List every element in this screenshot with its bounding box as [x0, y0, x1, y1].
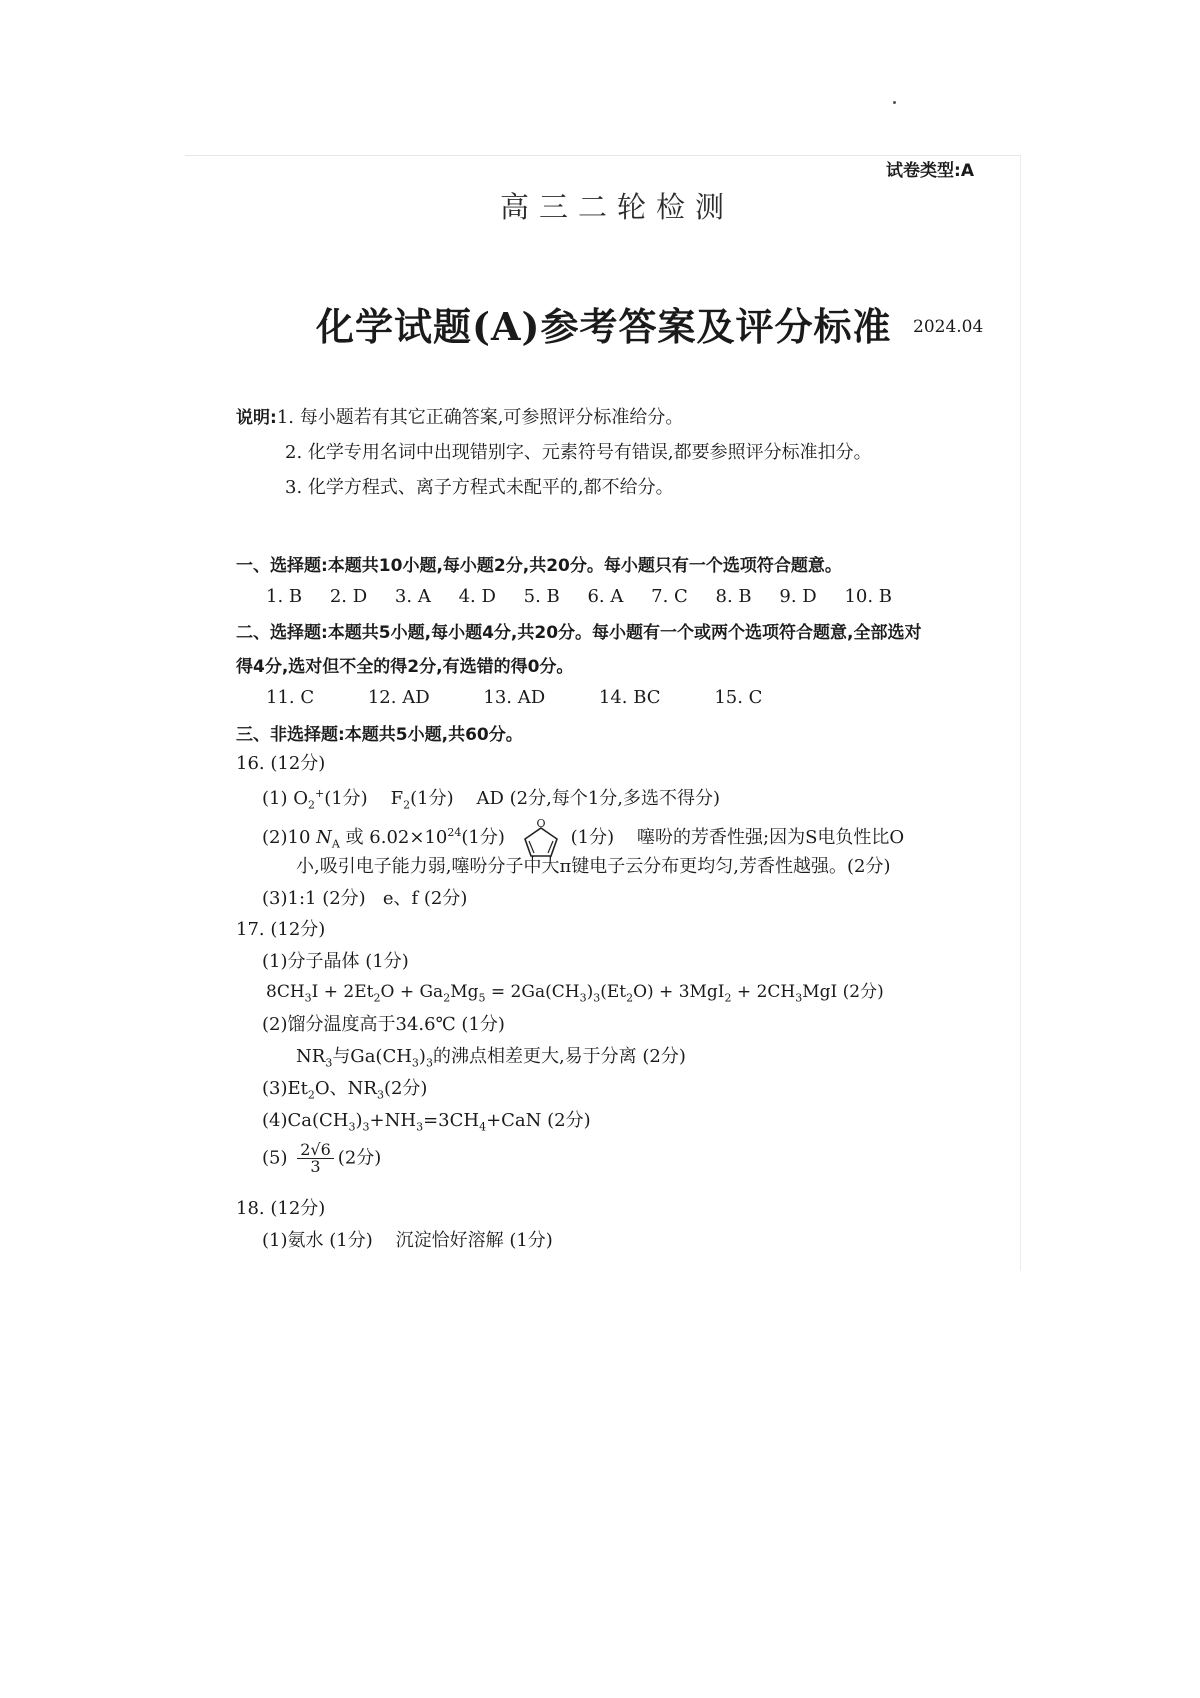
score: (2分): [337, 1147, 382, 1169]
q16-part3: [262, 890, 467, 908]
fraction-numerator: 2√6: [297, 1142, 334, 1159]
q18-header: 18. (12分): [236, 1198, 326, 1219]
score: (1分): [570, 827, 615, 848]
answer-item: 15. C: [714, 687, 763, 708]
q16-part1: [262, 788, 720, 811]
fraction-denominator: 3: [310, 1157, 321, 1176]
superscript: +: [314, 787, 325, 800]
note-item: 1. 每小题若有其它正确答案,可参照评分标准给分。: [276, 407, 684, 428]
answer-item: 5. B: [523, 586, 560, 607]
q16-p3-choice: e、f (2分): [382, 888, 468, 909]
notes-line-1: [236, 409, 683, 427]
answer-item: 10. B: [844, 586, 893, 607]
answer-item: 11. C: [266, 687, 315, 708]
score: (1分): [461, 827, 505, 848]
furan-structure-icon: [517, 818, 565, 858]
avogadro-symbol: N: [316, 827, 332, 848]
superscript: 24: [447, 826, 462, 839]
q16-p2-explanation: 噻吩的芳香性强;因为S电负性比O: [637, 827, 905, 848]
answer-item: 12. AD: [367, 687, 430, 708]
score: (1分): [324, 788, 368, 809]
q17-part2-reason: $NR_3$与$Ga(CH_3)_3$的沸点相差更大,易于分离 (2分): [296, 1046, 686, 1070]
answer-item: 1. B: [266, 586, 303, 607]
q16-p1-formula: (1) O: [262, 788, 308, 809]
answer-item: 2. D: [329, 586, 368, 607]
answer-item: 3. A: [394, 586, 431, 607]
q17-part1: (1)分子晶体 (1分): [262, 951, 409, 972]
answer-item: 8. B: [715, 586, 752, 607]
note-item: 3. 化学方程式、离子方程式未配平的,都不给分。: [285, 477, 674, 498]
q17-part5: [262, 1142, 381, 1175]
answer-item: 6. A: [587, 586, 624, 607]
q16-p2-explanation-cont: 小,吸引电子能力弱,噻吩分子中大π键电子云分布更均匀,芳香性越强。(2分): [296, 856, 891, 877]
subscript: 2: [403, 798, 411, 812]
q16-p3-ratio: (3)1:1 (2分): [262, 888, 366, 909]
q18-part1: (1)氨水 (1分) 沉淀恰好溶解 (1分): [262, 1230, 553, 1251]
document-date: 2024.04: [913, 317, 984, 337]
answer-item: 4. D: [458, 586, 496, 607]
exam-subtitle: 高三二轮检测: [500, 190, 735, 224]
subscript: 2: [307, 798, 315, 812]
answer-item: 13. AD: [483, 687, 546, 708]
q16-p2-number: 或 6.02×10: [345, 827, 448, 848]
section3-heading: 三、非选择题:本题共5小题,共60分。: [236, 725, 523, 745]
subscript: A: [331, 837, 340, 851]
scan-speck: [893, 101, 896, 104]
fraction: [297, 1142, 334, 1175]
q16-header: 16. (12分): [236, 753, 326, 774]
section2-heading-line1: 二、选择题:本题共5小题,每小题4分,共20分。每小题有一个或两个选项符合题意,全部选对: [236, 623, 922, 643]
q17-header: 17. (12分): [236, 919, 326, 940]
paper-type-label: 试卷类型:A: [886, 161, 974, 181]
section1-answers: [266, 588, 914, 606]
score: (1分): [410, 788, 454, 809]
furan-oxygen-label: O: [536, 818, 546, 830]
answer-item: 14. BC: [598, 687, 661, 708]
q16-p2-count: (2)10: [262, 827, 311, 848]
section2-answers: [266, 689, 810, 707]
document-title: 化学试题(A)参考答案及评分标准: [316, 304, 892, 349]
q17-part3: $(3)Et_2O$、$NR_3(2$分): [262, 1078, 428, 1102]
q17-part4: $(4)Ca(CH_3)_3+NH_3=3CH_4+CaN$ (2分): [262, 1110, 591, 1134]
q16-p1-answer-c: AD (2分,每个1分,多选不得分): [476, 788, 721, 809]
notes-label: 说明:: [236, 408, 277, 428]
q17-part2: (2)馏分温度高于34.6℃ (1分): [262, 1014, 505, 1035]
note-item: 2. 化学专用名词中出现错别字、元素符号有错误,都要参照评分标准扣分。: [285, 442, 872, 463]
q17-p5-label: (5): [262, 1147, 288, 1169]
answer-item: 7. C: [651, 586, 688, 607]
section1-heading: 一、选择题:本题共10小题,每小题2分,共20分。每小题只有一个选项符合题意。: [236, 556, 842, 576]
q17-equation: $8CH_3I + 2Et_2O + Ga_2Mg_5 = 2Ga(CH_3)_3(Et_2O) + 3MgI_2 + 2CH_3MgI$ (2分): [266, 982, 884, 1005]
section2-heading-line2: 得4分,选对但不全的得2分,有选错的得0分。: [236, 657, 574, 677]
q16-p1-formula-f: F: [390, 788, 404, 809]
answer-item: 9. D: [779, 586, 817, 607]
q16-part2: [262, 818, 904, 858]
